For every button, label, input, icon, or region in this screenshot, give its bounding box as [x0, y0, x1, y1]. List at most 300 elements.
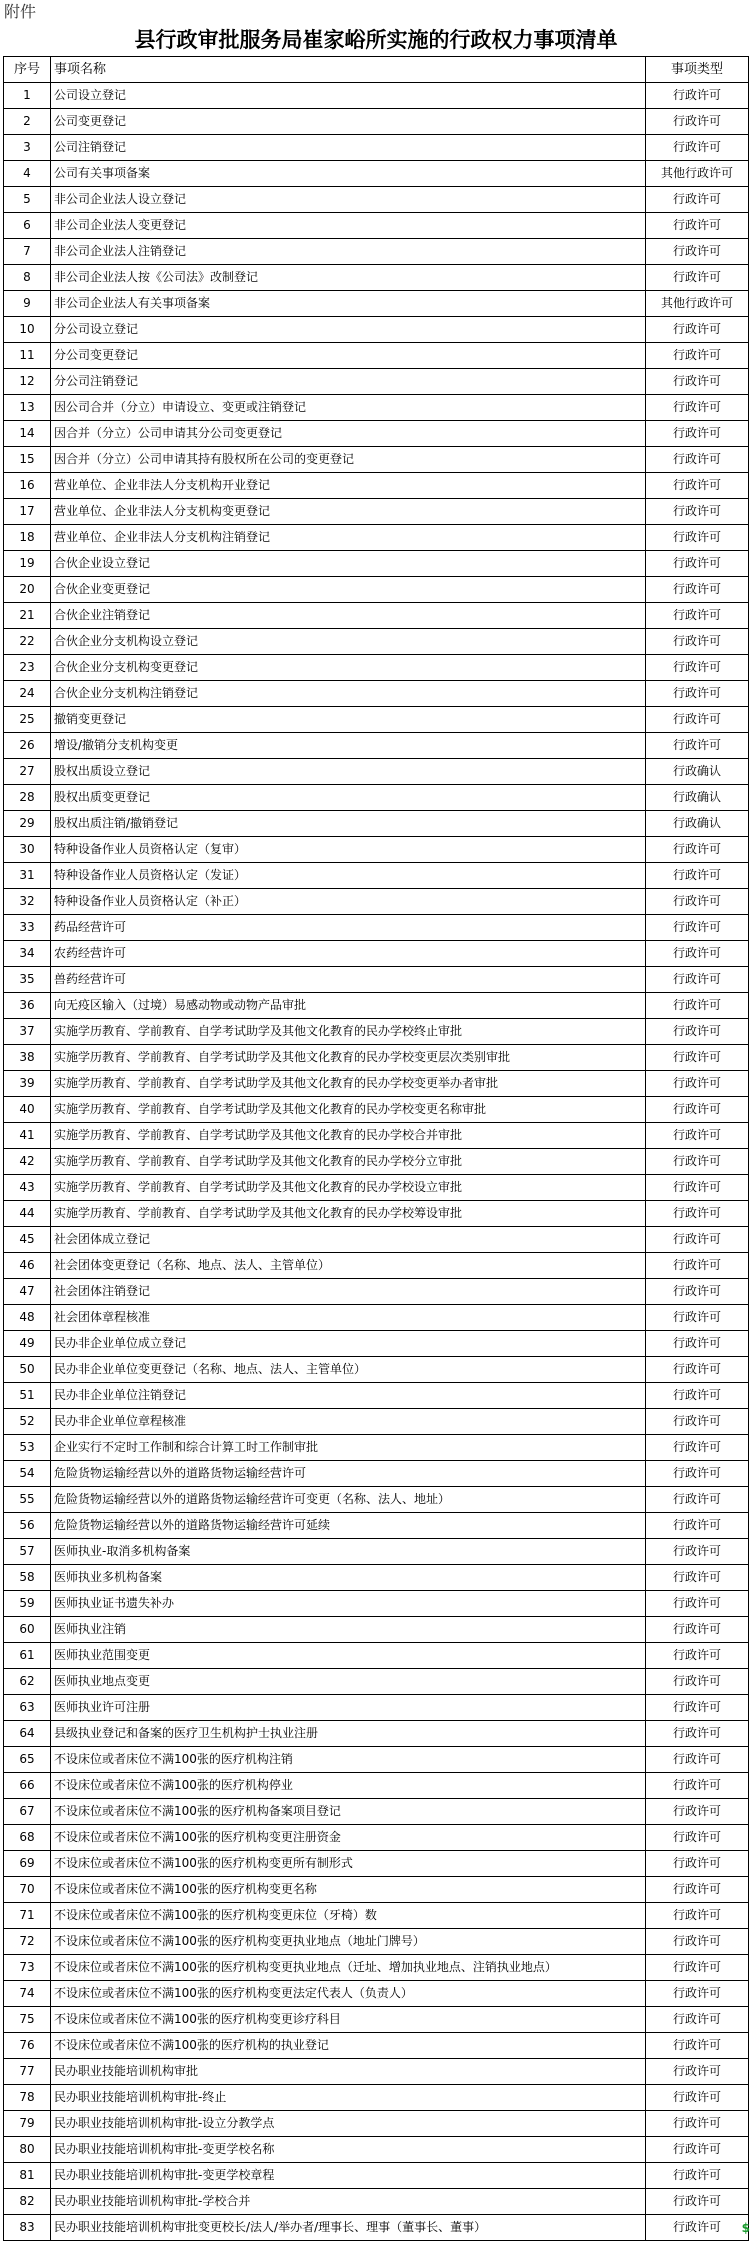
row-item-name: 医师执业多机构备案	[51, 1565, 646, 1591]
row-item-type: 行政许可	[646, 2033, 749, 2059]
row-item-type: 行政许可	[646, 525, 749, 551]
table-header-row	[4, 57, 749, 83]
row-item-type: 行政许可	[646, 109, 749, 135]
row-item-name: 不设床位或者床位不满100张的医疗机构变更名称	[51, 1877, 646, 1903]
row-item-type: 行政许可	[646, 1773, 749, 1799]
table-row	[4, 681, 749, 707]
table-row	[4, 1487, 749, 1513]
row-number: 29	[4, 811, 51, 837]
table-row	[4, 1279, 749, 1305]
row-item-type: 行政许可	[646, 1851, 749, 1877]
table-row	[4, 1201, 749, 1227]
row-number: 56	[4, 1513, 51, 1539]
table-row	[4, 1877, 749, 1903]
row-item-name: 股权出质变更登记	[51, 785, 646, 811]
row-item-type: 行政许可	[646, 2111, 749, 2137]
row-number: 40	[4, 1097, 51, 1123]
row-item-type: 行政许可	[646, 681, 749, 707]
row-item-name: 不设床位或者床位不满100张的医疗机构变更诊疗科目	[51, 2007, 646, 2033]
row-item-type: 行政许可	[646, 551, 749, 577]
row-item-name: 股权出质设立登记	[51, 759, 646, 785]
table-row	[4, 1617, 749, 1643]
item-table	[3, 56, 749, 2241]
row-item-type: 行政许可	[646, 1617, 749, 1643]
row-item-type: 其他行政许可	[646, 291, 749, 317]
table-body	[4, 83, 749, 2241]
row-number: 17	[4, 499, 51, 525]
row-item-type: 行政许可	[646, 1305, 749, 1331]
table-row	[4, 1669, 749, 1695]
row-number: 78	[4, 2085, 51, 2111]
row-item-name: 不设床位或者床位不满100张的医疗机构变更执业地点（地址门牌号）	[51, 1929, 646, 1955]
table-row	[4, 1903, 749, 1929]
row-item-name: 医师执业证书遗失补办	[51, 1591, 646, 1617]
row-item-type: 行政许可	[646, 1539, 749, 1565]
row-number: 23	[4, 655, 51, 681]
row-item-name: 股权出质注销/撤销登记	[51, 811, 646, 837]
row-item-name: 医师执业注销	[51, 1617, 646, 1643]
row-item-type: 行政许可	[646, 213, 749, 239]
row-item-type: 行政许可	[646, 1409, 749, 1435]
row-number: 60	[4, 1617, 51, 1643]
row-number: 37	[4, 1019, 51, 1045]
row-item-name: 社会团体章程核准	[51, 1305, 646, 1331]
table-row	[4, 135, 749, 161]
row-number: 21	[4, 603, 51, 629]
corner-mark-icon: $	[741, 2221, 750, 2235]
table-row	[4, 837, 749, 863]
table-row	[4, 499, 749, 525]
table-row	[4, 161, 749, 187]
row-number: 77	[4, 2059, 51, 2085]
row-number: 73	[4, 1955, 51, 1981]
row-item-name: 民办职业技能培训机构审批变更校长/法人/举办者/理事长、理事（董事长、董事）	[51, 2215, 646, 2241]
table-row	[4, 1019, 749, 1045]
row-number: 83	[4, 2215, 51, 2241]
row-number: 10	[4, 317, 51, 343]
row-item-type: 行政许可	[646, 1591, 749, 1617]
row-number: 81	[4, 2163, 51, 2189]
row-item-type: 行政许可	[646, 941, 749, 967]
row-item-type: 行政许可	[646, 369, 749, 395]
row-item-name: 药品经营许可	[51, 915, 646, 941]
row-item-name: 社会团体成立登记	[51, 1227, 646, 1253]
row-item-type: 行政许可	[646, 265, 749, 291]
row-item-name: 公司注销登记	[51, 135, 646, 161]
row-number: 52	[4, 1409, 51, 1435]
row-number: 7	[4, 239, 51, 265]
row-number: 2	[4, 109, 51, 135]
table-row	[4, 1123, 749, 1149]
row-number: 28	[4, 785, 51, 811]
row-item-type: 行政许可	[646, 1799, 749, 1825]
table-row	[4, 1305, 749, 1331]
row-item-type: 行政确认	[646, 759, 749, 785]
row-item-name: 分公司变更登记	[51, 343, 646, 369]
row-item-name: 非公司企业法人设立登记	[51, 187, 646, 213]
row-item-name: 营业单位、企业非法人分支机构注销登记	[51, 525, 646, 551]
table-row	[4, 1747, 749, 1773]
row-item-name: 非公司企业法人有关事项备案	[51, 291, 646, 317]
row-item-type: 行政许可	[646, 1643, 749, 1669]
row-item-type: 行政许可	[646, 1019, 749, 1045]
table-row	[4, 1383, 749, 1409]
column-header-number: 序号	[4, 57, 51, 83]
row-number: 54	[4, 1461, 51, 1487]
row-number: 69	[4, 1851, 51, 1877]
row-item-type: 行政许可	[646, 1279, 749, 1305]
row-item-name: 不设床位或者床位不满100张的医疗机构变更法定代表人（负责人）	[51, 1981, 646, 2007]
row-item-name: 民办职业技能培训机构审批-终止	[51, 2085, 646, 2111]
row-number: 48	[4, 1305, 51, 1331]
row-item-type: 行政许可	[646, 395, 749, 421]
row-item-name: 实施学历教育、学前教育、自学考试助学及其他文化教育的民办学校筹设审批	[51, 1201, 646, 1227]
row-item-name: 特种设备作业人员资格认定（补正）	[51, 889, 646, 915]
row-number: 53	[4, 1435, 51, 1461]
table-row	[4, 1929, 749, 1955]
table-row	[4, 473, 749, 499]
row-item-type: 行政许可	[646, 603, 749, 629]
table-row	[4, 109, 749, 135]
row-number: 33	[4, 915, 51, 941]
table-row	[4, 2059, 749, 2085]
row-number: 41	[4, 1123, 51, 1149]
row-item-type: 行政许可	[646, 1565, 749, 1591]
row-item-type: 行政许可	[646, 967, 749, 993]
row-item-type: 行政许可	[646, 1461, 749, 1487]
row-item-name: 实施学历教育、学前教育、自学考试助学及其他文化教育的民办学校变更举办者审批	[51, 1071, 646, 1097]
table-row	[4, 2111, 749, 2137]
row-item-name: 医师执业许可注册	[51, 1695, 646, 1721]
row-item-name: 非公司企业法人变更登记	[51, 213, 646, 239]
row-number: 13	[4, 395, 51, 421]
row-item-type: 行政许可	[646, 1201, 749, 1227]
table-row	[4, 889, 749, 915]
table-row	[4, 1331, 749, 1357]
row-item-name: 不设床位或者床位不满100张的医疗机构注销	[51, 1747, 646, 1773]
table-row	[4, 1253, 749, 1279]
row-item-type: 行政许可	[646, 915, 749, 941]
row-number: 50	[4, 1357, 51, 1383]
row-item-name: 营业单位、企业非法人分支机构变更登记	[51, 499, 646, 525]
row-number: 3	[4, 135, 51, 161]
table-row	[4, 1045, 749, 1071]
row-item-type: 行政许可	[646, 1357, 749, 1383]
table-row	[4, 2163, 749, 2189]
table-row	[4, 733, 749, 759]
row-item-name: 医师执业-取消多机构备案	[51, 1539, 646, 1565]
row-number: 61	[4, 1643, 51, 1669]
table-row	[4, 1097, 749, 1123]
row-item-type: 行政许可	[646, 1253, 749, 1279]
table-row	[4, 1149, 749, 1175]
table-row	[4, 447, 749, 473]
row-number: 62	[4, 1669, 51, 1695]
row-number: 45	[4, 1227, 51, 1253]
row-item-name: 非公司企业法人按《公司法》改制登记	[51, 265, 646, 291]
row-number: 51	[4, 1383, 51, 1409]
row-number: 59	[4, 1591, 51, 1617]
row-item-type: 行政确认	[646, 811, 749, 837]
table-row	[4, 1981, 749, 2007]
row-number: 31	[4, 863, 51, 889]
row-item-name: 危险货物运输经营以外的道路货物运输经营许可延续	[51, 1513, 646, 1539]
row-item-name: 不设床位或者床位不满100张的医疗机构变更执业地点（迁址、增加执业地点、注销执业地点）	[51, 1955, 646, 1981]
row-item-name: 企业实行不定时工作制和综合计算工时工作制审批	[51, 1435, 646, 1461]
row-number: 75	[4, 2007, 51, 2033]
row-item-name: 危险货物运输经营以外的道路货物运输经营许可	[51, 1461, 646, 1487]
table-row	[4, 239, 749, 265]
row-number: 18	[4, 525, 51, 551]
table-row	[4, 1643, 749, 1669]
row-item-name: 营业单位、企业非法人分支机构开业登记	[51, 473, 646, 499]
table-row	[4, 811, 749, 837]
table-row	[4, 1851, 749, 1877]
table-row	[4, 1591, 749, 1617]
row-item-name: 实施学历教育、学前教育、自学考试助学及其他文化教育的民办学校变更层次类别审批	[51, 1045, 646, 1071]
row-number: 74	[4, 1981, 51, 2007]
row-item-name: 民办职业技能培训机构审批-变更学校章程	[51, 2163, 646, 2189]
row-number: 71	[4, 1903, 51, 1929]
row-number: 76	[4, 2033, 51, 2059]
table-row	[4, 1071, 749, 1097]
row-item-name: 分公司注销登记	[51, 369, 646, 395]
row-number: 72	[4, 1929, 51, 1955]
row-item-type: 行政许可	[646, 2189, 749, 2215]
row-item-type: 行政许可	[646, 1149, 749, 1175]
table-row	[4, 1721, 749, 1747]
table-row	[4, 1409, 749, 1435]
table-row	[4, 421, 749, 447]
table-row	[4, 1695, 749, 1721]
row-number: 65	[4, 1747, 51, 1773]
row-item-name: 不设床位或者床位不满100张的医疗机构变更所有制形式	[51, 1851, 646, 1877]
row-number: 27	[4, 759, 51, 785]
row-number: 38	[4, 1045, 51, 1071]
row-item-name: 民办职业技能培训机构审批-设立分教学点	[51, 2111, 646, 2137]
row-item-name: 合伙企业分支机构变更登记	[51, 655, 646, 681]
row-item-type: 行政许可	[646, 317, 749, 343]
table-row	[4, 1227, 749, 1253]
table-row	[4, 1799, 749, 1825]
row-number: 35	[4, 967, 51, 993]
row-item-name: 因公司合并（分立）申请设立、变更或注销登记	[51, 395, 646, 421]
row-number: 58	[4, 1565, 51, 1591]
row-item-name: 民办非企业单位成立登记	[51, 1331, 646, 1357]
column-header-type: 事项类型	[646, 57, 749, 83]
row-item-type: 行政许可	[646, 1487, 749, 1513]
row-item-name: 医师执业范围变更	[51, 1643, 646, 1669]
row-item-type: 行政许可	[646, 1747, 749, 1773]
row-item-name: 县级执业登记和备案的医疗卫生机构护士执业注册	[51, 1721, 646, 1747]
row-item-type: 行政许可	[646, 421, 749, 447]
row-item-type: 行政许可	[646, 1825, 749, 1851]
row-item-name: 社会团体注销登记	[51, 1279, 646, 1305]
table-row	[4, 629, 749, 655]
row-item-name: 撤销变更登记	[51, 707, 646, 733]
row-item-type: 行政许可	[646, 889, 749, 915]
table-row	[4, 83, 749, 109]
table-row	[4, 785, 749, 811]
row-item-name: 民办非企业单位变更登记（名称、地点、法人、主管单位）	[51, 1357, 646, 1383]
row-number: 43	[4, 1175, 51, 1201]
row-item-type: 行政许可	[646, 1123, 749, 1149]
row-number: 66	[4, 1773, 51, 1799]
row-item-type: 行政许可	[646, 2137, 749, 2163]
row-item-name: 增设/撤销分支机构变更	[51, 733, 646, 759]
row-number: 20	[4, 577, 51, 603]
table-row	[4, 863, 749, 889]
row-number: 46	[4, 1253, 51, 1279]
row-item-name: 不设床位或者床位不满100张的医疗机构停业	[51, 1773, 646, 1799]
row-number: 22	[4, 629, 51, 655]
row-number: 64	[4, 1721, 51, 1747]
row-item-type: 行政许可	[646, 2215, 749, 2241]
table-row	[4, 291, 749, 317]
table-row	[4, 213, 749, 239]
row-number: 11	[4, 343, 51, 369]
row-item-type: 行政许可	[646, 1045, 749, 1071]
row-item-type: 行政许可	[646, 863, 749, 889]
row-item-type: 行政许可	[646, 1669, 749, 1695]
row-item-name: 民办职业技能培训机构审批-变更学校名称	[51, 2137, 646, 2163]
row-number: 24	[4, 681, 51, 707]
column-header-name: 事项名称	[51, 57, 646, 83]
table-row	[4, 551, 749, 577]
row-item-name: 向无疫区输入（过境）易感动物或动物产品审批	[51, 993, 646, 1019]
row-item-name: 民办非企业单位章程核准	[51, 1409, 646, 1435]
row-item-type: 行政许可	[646, 1175, 749, 1201]
table-row	[4, 967, 749, 993]
row-item-name: 危险货物运输经营以外的道路货物运输经营许可变更（名称、法人、地址）	[51, 1487, 646, 1513]
table-row	[4, 655, 749, 681]
table-row	[4, 1955, 749, 1981]
table-row	[4, 1565, 749, 1591]
row-number: 5	[4, 187, 51, 213]
row-item-type: 行政许可	[646, 499, 749, 525]
row-number: 19	[4, 551, 51, 577]
table-row	[4, 1773, 749, 1799]
table-row	[4, 577, 749, 603]
row-item-type: 行政许可	[646, 2059, 749, 2085]
row-number: 32	[4, 889, 51, 915]
row-item-type: 行政许可	[646, 83, 749, 109]
row-item-name: 民办职业技能培训机构审批	[51, 2059, 646, 2085]
row-item-type: 行政许可	[646, 2163, 749, 2189]
row-item-type: 行政许可	[646, 1929, 749, 1955]
row-item-type: 行政许可	[646, 473, 749, 499]
row-item-type: 行政许可	[646, 1903, 749, 1929]
row-number: 55	[4, 1487, 51, 1513]
row-item-name: 合伙企业分支机构注销登记	[51, 681, 646, 707]
table-row	[4, 2137, 749, 2163]
table-row	[4, 2189, 749, 2215]
table-row	[4, 915, 749, 941]
row-item-name: 社会团体变更登记（名称、地点、法人、主管单位）	[51, 1253, 646, 1279]
table-row	[4, 603, 749, 629]
attachment-label: 附件	[4, 2, 37, 21]
row-item-type: 行政许可	[646, 993, 749, 1019]
table-row	[4, 1461, 749, 1487]
row-item-name: 实施学历教育、学前教育、自学考试助学及其他文化教育的民办学校变更名称审批	[51, 1097, 646, 1123]
row-item-name: 公司设立登记	[51, 83, 646, 109]
row-number: 25	[4, 707, 51, 733]
row-item-name: 特种设备作业人员资格认定（发证）	[51, 863, 646, 889]
table-row	[4, 759, 749, 785]
row-number: 47	[4, 1279, 51, 1305]
row-item-type: 行政许可	[646, 239, 749, 265]
row-item-name: 因合并（分立）公司申请其分公司变更登记	[51, 421, 646, 447]
row-item-type: 行政许可	[646, 707, 749, 733]
row-item-name: 公司有关事项备案	[51, 161, 646, 187]
row-number: 15	[4, 447, 51, 473]
row-number: 67	[4, 1799, 51, 1825]
row-item-name: 因合并（分立）公司申请其持有股权所在公司的变更登记	[51, 447, 646, 473]
table-row	[4, 1435, 749, 1461]
table-row	[4, 993, 749, 1019]
document-title: 县行政审批服务局崔家峪所实施的行政权力事项清单	[134, 28, 618, 52]
row-number: 63	[4, 1695, 51, 1721]
row-number: 57	[4, 1539, 51, 1565]
table-row	[4, 395, 749, 421]
row-item-type: 行政许可	[646, 1877, 749, 1903]
row-number: 1	[4, 83, 51, 109]
row-item-name: 医师执业地点变更	[51, 1669, 646, 1695]
row-item-name: 特种设备作业人员资格认定（复审）	[51, 837, 646, 863]
row-item-type: 行政许可	[646, 1331, 749, 1357]
row-number: 82	[4, 2189, 51, 2215]
row-number: 42	[4, 1149, 51, 1175]
table-row	[4, 525, 749, 551]
row-item-type: 行政许可	[646, 2007, 749, 2033]
row-number: 9	[4, 291, 51, 317]
row-item-type: 行政许可	[646, 655, 749, 681]
row-item-name: 实施学历教育、学前教育、自学考试助学及其他文化教育的民办学校分立审批	[51, 1149, 646, 1175]
row-item-type: 行政许可	[646, 629, 749, 655]
row-item-name: 农药经营许可	[51, 941, 646, 967]
row-item-name: 不设床位或者床位不满100张的医疗机构备案项目登记	[51, 1799, 646, 1825]
table-row	[4, 343, 749, 369]
table-row	[4, 265, 749, 291]
row-item-type: 行政许可	[646, 577, 749, 603]
row-item-name: 非公司企业法人注销登记	[51, 239, 646, 265]
row-number: 12	[4, 369, 51, 395]
table-row	[4, 707, 749, 733]
row-item-name: 民办非企业单位注销登记	[51, 1383, 646, 1409]
row-item-type: 行政许可	[646, 733, 749, 759]
table-row	[4, 369, 749, 395]
row-item-type: 行政许可	[646, 1721, 749, 1747]
row-item-name: 分公司设立登记	[51, 317, 646, 343]
row-number: 30	[4, 837, 51, 863]
row-number: 4	[4, 161, 51, 187]
row-item-name: 实施学历教育、学前教育、自学考试助学及其他文化教育的民办学校设立审批	[51, 1175, 646, 1201]
table-row	[4, 1825, 749, 1851]
row-item-name: 合伙企业注销登记	[51, 603, 646, 629]
row-item-name: 合伙企业分支机构设立登记	[51, 629, 646, 655]
table-row	[4, 187, 749, 213]
row-number: 44	[4, 1201, 51, 1227]
table-row	[4, 1513, 749, 1539]
row-number: 6	[4, 213, 51, 239]
row-number: 70	[4, 1877, 51, 1903]
row-number: 36	[4, 993, 51, 1019]
row-item-type: 其他行政许可	[646, 161, 749, 187]
row-item-type: 行政许可	[646, 135, 749, 161]
row-number: 80	[4, 2137, 51, 2163]
row-item-type: 行政许可	[646, 1513, 749, 1539]
row-item-type: 行政许可	[646, 837, 749, 863]
